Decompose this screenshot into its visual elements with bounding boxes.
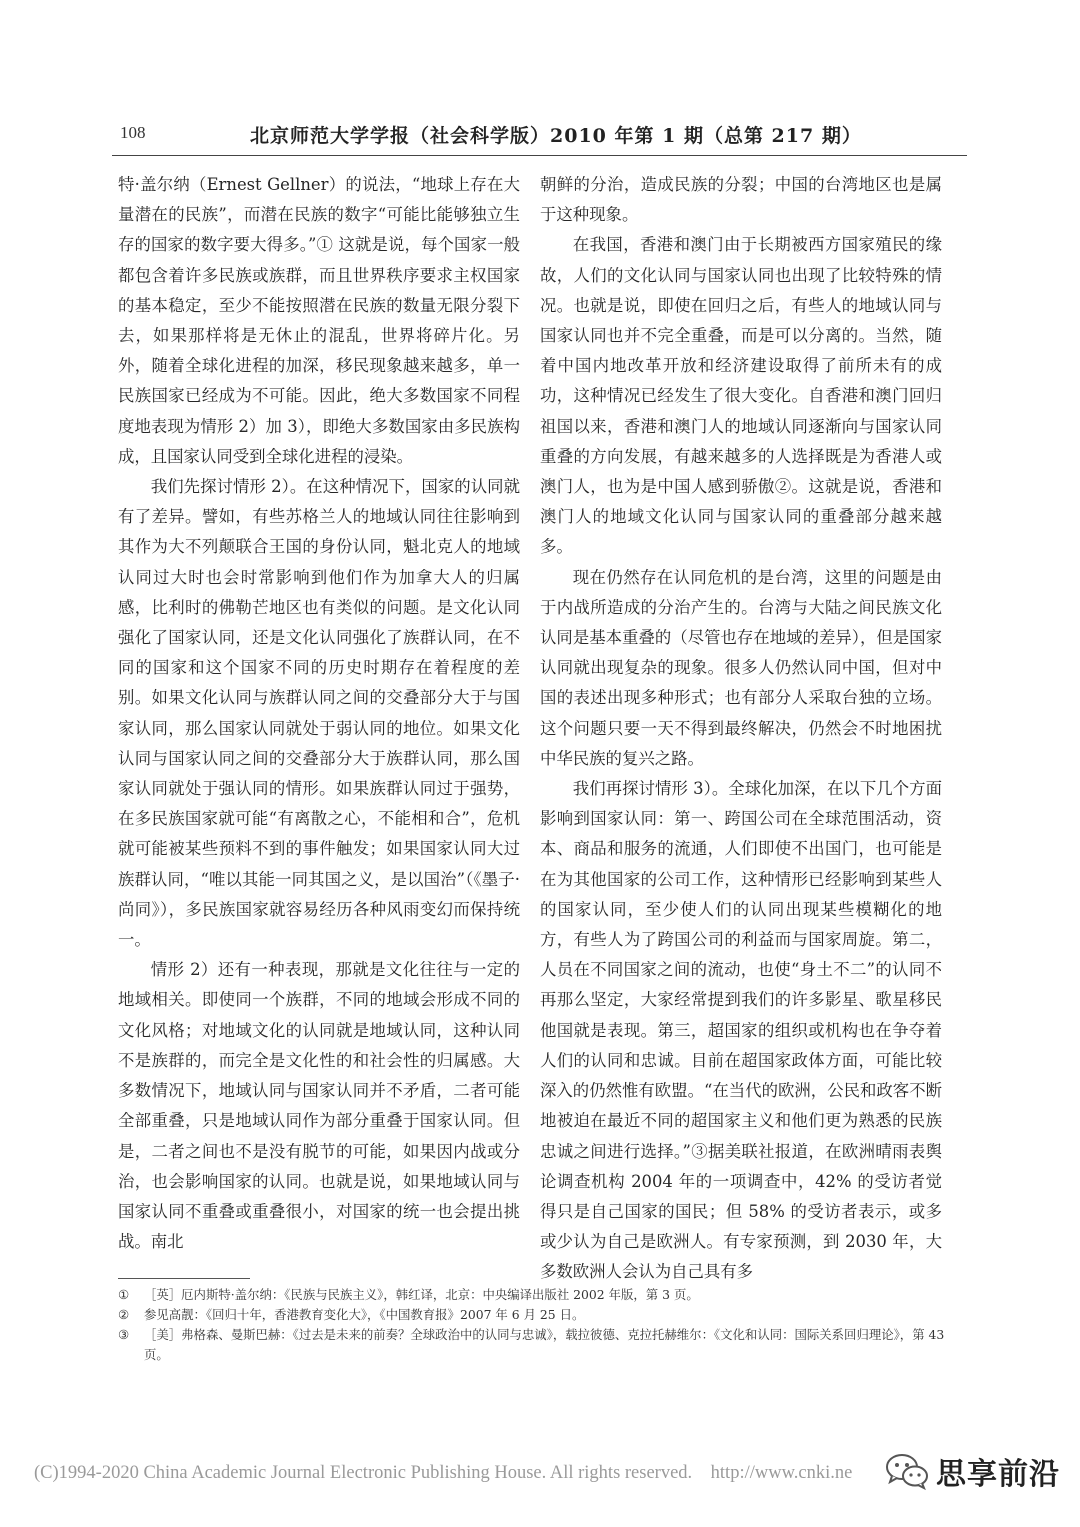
footnotes: [118, 1285, 968, 1365]
paragraph: 在我国，香港和澳门由于长期被西方国家殖民的缘故，人们的文化认同与国家认同也出现了比较特殊的情况。也就是说，即使在回归之后，有些人的地域认同与国家认同也并不完全重叠，而是可以分离的。当然，随着中国内地改革开放和经济建设取得了前所未有的成功，这种情况已经发生了很大变化。自香港和澳门回归祖国以来，香港和澳门人的地域认同逐渐向与国家认同重叠的方向发展，有越来越多的人选择既是为香港人或澳门人，也为是中国人感到骄傲②。这就是说，香港和澳门人的地域文化认同与国家认同的重叠部分越来越多。: [540, 235, 942, 557]
footnote-text: 参见高靓：《回归十年，香港教育变化大》，《中国教育报》2007 年 6 月 25 日。: [144, 1307, 585, 1322]
paragraph: 朝鲜的分治，造成民族的分裂；中国的台湾地区也是属于这种现象。: [540, 175, 942, 225]
footnote-rule: [118, 1278, 250, 1279]
footnote-mark: ②: [118, 1307, 130, 1322]
paragraph: 现在仍然存在认同危机的是台湾，这里的问题是由于内战所造成的分治产生的。台湾与大陆之间民族文化认同是基本重叠的（尽管也存在地域的差异），但是国家认同就出现复杂的现象。很多人仍然认同中国，但对中国的表述出现多种形式；也有部分人采取台独的立场。这个问题只要一天不得到最终解决，仍然会不时地困扰中华民族的复兴之路。: [540, 567, 942, 768]
wechat-icon: [884, 1451, 930, 1491]
paragraph: 我们先探讨情形 2）。在这种情况下，国家的认同就有了差异。譬如，有些苏格兰人的地域认同往往影响到其作为大不列颠联合王国的身份认同，魁北克人的地域认同过大时也会时常影响到他们作为加拿大人的归属感，比利时的佛勒芒地区也有类似的问题。是文化认同强化了国家认同，还是文化认同强化了族群认同，在不同的国家和这个国家不同的历史时期存在着程度的差别。如果文化认同与族群认同之间的交叠部分大于与国家认同，那么国家认同就处于弱认同的地位。如果文化认同与国家认同之间的交叠部分大于族群认同，那么国家认同就处于强认同的情形。如果族群认同过于强势，在多民族国家就可能“有离散之心，不能相和合”，危机就可能被某些预料不到的事件触发；如果国家认同大过族群认同，“唯以其能一同其国之义，是以国治”（《墨子·尚同》），多民族国家就容易经历各种风雨变幻而保持统一。: [118, 477, 520, 950]
paragraph: 情形 2）还有一种表现，那就是文化往往与一定的地域相关。即使同一个族群，不同的地域会形成不同的文化风格；对地域文化的认同就是地域认同，这种认同不是族群的，而完全是文化性的和社会性的归属感。大多数情况下，地域认同与国家认同并不矛盾，二者可能全部重叠，只是地域认同作为部分重叠于国家认同。但是，二者之间也不是没有脱节的可能，如果因内战或分治，也会影响国家的认同。也就是说，如果地域认同与国家认同不重叠或重叠很小，对国家的统一也会提出挑战。南北: [118, 960, 520, 1252]
watermark: [884, 1445, 1060, 1497]
copyright-line: (C)1994-2020 China Academic Journal Electronic Publishing House. All rights reserved. http://www.cnki.ne: [34, 1463, 853, 1483]
page-number: 108: [120, 123, 146, 142]
footnote: [118, 1325, 968, 1365]
footnote: [118, 1285, 968, 1305]
footnote-text: ［美］弗格森、曼斯巴赫：《过去是未来的前奏？全球政治中的认同与忠诚》，载拉彼德、克拉托赫维尔：《文化和认同：国际关系回归理论》，第 43页。: [144, 1327, 945, 1362]
header-rule: [112, 155, 967, 156]
footnote-mark: ①: [118, 1287, 130, 1302]
footnote-text: ［英］厄内斯特·盖尔纳：《民族与民族主义》，韩红译，北京：中央编译出版社 2002 年版，第 3 页。: [144, 1287, 699, 1302]
footnote: [118, 1305, 968, 1325]
left-column: [118, 170, 520, 1257]
right-column: [540, 170, 942, 1288]
watermark-text: 思享前沿: [936, 1457, 1060, 1492]
journal-title: 北京师范大学学报（社会科学版）2010 年第 1 期（总第 217 期）: [250, 125, 862, 147]
paragraph: 我们再探讨情形 3）。全球化加深，在以下几个方面影响到国家认同：第一、跨国公司在全球范围活动，资本、商品和服务的流通，人们即使不出国门，也可能是在为其他国家的公司工作，这种情形已经影响到某些人的国家认同，至少使人们的认同出现某些模糊化的地方，有些人为了跨国公司的利益而与国家周旋。第二，人员在不同国家之间的流动，也使“身土不二”的认同不再那么坚定，大家经常提到我们的许多影星、歌星移民他国就是表现。第三，超国家的组织或机构也在争夺着人们的认同和忠诚。目前在超国家政体方面，可能比较深入的仍然惟有欧盟。“在当代的欧洲，公民和政客不断地被迫在最近不同的超国家主义和他们更为熟悉的民族忠诚之间进行选择。”③据美联社报道，在欧洲晴雨表舆论调查机构 2004 年的一项调查中，42% 的受访者觉得只是自己国家的国民；但 58% 的受访者表示，或多或少认为自己是欧洲人。有专家预测，到 2030 年，大多数欧洲人会认为自己具有多: [540, 779, 942, 1282]
paragraph: 特·盖尔纳（Ernest Gellner）的说法，“地球上存在大量潜在的民族”，而潜在民族的数字“可能比能够独立生存的国家的数字要大得多。”① 这就是说，每个国家一般都包含着许多民族或族群，而且世界秩序要求主权国家的基本稳定，至少不能按照潜在民族的数量无限分裂下去，如果那样将是无休止的混乱，世界将碎片化。另外，随着全球化进程的加深，移民现象越来越多，单一民族国家已经成为不可能。因此，绝大多数国家不同程度地表现为情形 2）加 3），即绝大多数国家由多民族构成，且国家认同受到全球化进程的浸染。: [118, 175, 520, 466]
running-header: [120, 121, 965, 153]
footnote-mark: ③: [118, 1327, 130, 1342]
